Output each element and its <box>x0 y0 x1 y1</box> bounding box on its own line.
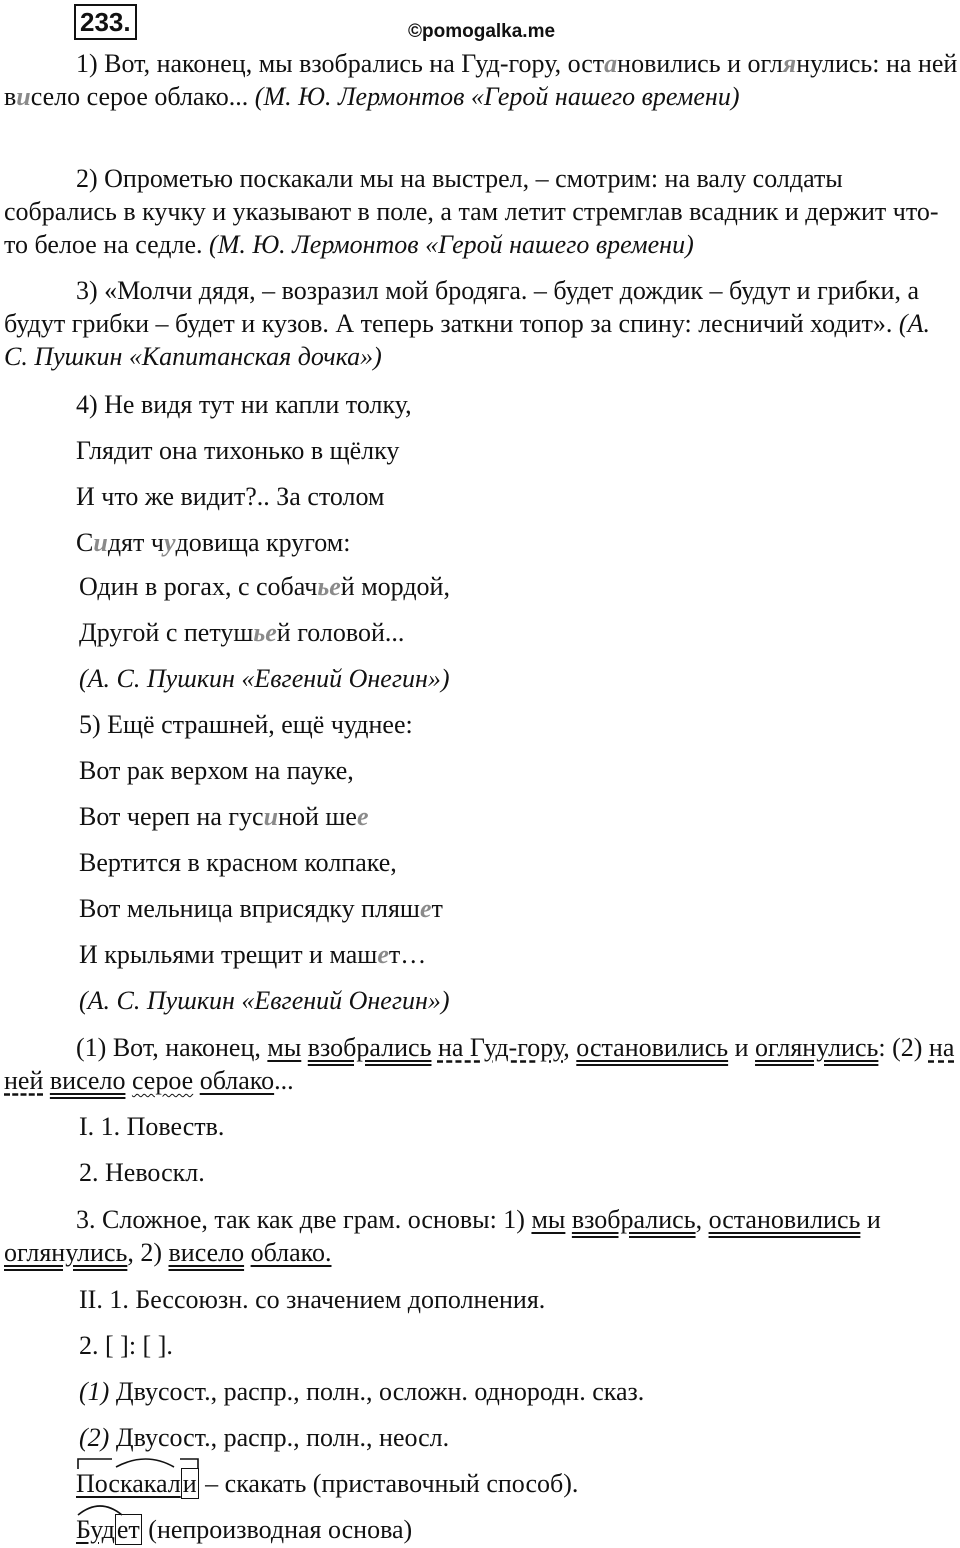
poem5-line-6 <box>79 938 426 971</box>
morph-line-budet <box>76 1513 412 1546</box>
morph-line-poskakali <box>76 1467 578 1500</box>
subject-oblako: облако <box>199 1066 275 1095</box>
poem5-source: (А. С. Пушкин «Евгений Онегин») <box>79 986 450 1015</box>
ending-i: и <box>182 1469 197 1498</box>
an-text-0: (1) Вот, наконец, <box>76 1033 268 1062</box>
sentence-2 <box>4 162 958 261</box>
exercise-number: 233. <box>74 4 137 40</box>
p4l5-highlight: ье <box>317 572 341 601</box>
adverbial-na-gud-goru: на Гуд-гору <box>437 1033 564 1062</box>
p5l3-b: ной ше <box>278 802 357 831</box>
iii1-text: Двусост., распр., полн., осложн. однородн. сказ. <box>109 1377 645 1406</box>
s1-highlight-3: и <box>16 82 31 111</box>
analysis-i-2: 2. Невоскл. <box>79 1158 205 1187</box>
stem-bud: Буд <box>76 1515 115 1544</box>
iii1-number: (1) <box>79 1377 110 1406</box>
i3-text-0: 3. Сложное, так как две грам. основы: 1) <box>76 1205 532 1234</box>
p4l4-highlight-2: у <box>163 528 176 557</box>
p4l6-a: Другой с петуш <box>79 618 254 647</box>
adverbial-na-ney: на ней <box>4 1033 955 1095</box>
p5l6-highlight: е <box>377 940 389 969</box>
stem-poskakal: Поскакал <box>76 1469 181 1498</box>
p4l5-a: Один в рогах, с собач <box>79 572 318 601</box>
poem5-line-2: Вот рак верхом на пауке, <box>79 756 354 785</box>
s1-text-d: село серое облако... <box>30 82 255 111</box>
prefix-root-marks <box>76 1453 226 1473</box>
s3-text: 3) «Молчи дядя, – возразил мой бродяга. – будет дождик – будут и грибки, а будут грибки – будет и кузов. А теперь заткни топор за спину: лесничий ходит». <box>4 276 919 338</box>
an-sp-3: , <box>563 1033 577 1062</box>
analysis-i-1: I. 1. Повеств. <box>79 1112 225 1141</box>
poem4-line-3: И что же видит?.. За столом <box>76 482 385 511</box>
morph-poskakali-explanation: – скакать (приставочный способ). <box>198 1469 579 1498</box>
watermark: ©pomogalka.me <box>408 21 556 42</box>
analysis-i-3 <box>4 1203 958 1269</box>
s1-highlight-2: я <box>782 49 797 78</box>
sentence-1 <box>4 47 958 113</box>
p5l5-a: Вот мельница вприсядку пляш <box>79 894 420 923</box>
analysis-ii-1: II. 1. Бессоюзн. со значением дополнения. <box>79 1285 546 1314</box>
p4l4-highlight-1: и <box>93 528 108 557</box>
p5l6-a: И крыльями трещит и маш <box>79 940 378 969</box>
i3-predicate-ostanovilis: остановились <box>708 1205 861 1234</box>
morph-word-budet <box>76 1513 142 1546</box>
s1-highlight-1: а <box>604 49 618 78</box>
attribute-seroe: серое <box>131 1066 194 1095</box>
s1-source: (М. Ю. Лермонтов «Герой нашего времени) <box>254 82 740 111</box>
analysis-sentence <box>4 1031 958 1097</box>
p4l4-c: довища кругом: <box>175 528 351 557</box>
analysis-iii-2 <box>79 1421 449 1454</box>
an-sp-5: : (2) <box>878 1033 929 1062</box>
p5l6-b: т… <box>388 940 427 969</box>
s2-text: 2) Опрометью поскакали мы на выстрел, – смотрим: на валу солдаты собрались в кучку и указывают в поле, а там летит стремглав всадник и держит что-то белое на седле. <box>4 164 939 259</box>
poem4-line-1: 4) Не видя тут ни капли толку, <box>76 390 412 419</box>
p4l4-a: С <box>76 528 94 557</box>
predicate-oglyanulis: оглянулись <box>755 1033 879 1062</box>
an-sp-9: ... <box>274 1066 294 1095</box>
predicate-ostanovilis: остановились <box>576 1033 729 1062</box>
p5l5-b: т <box>431 894 443 923</box>
s3-source: (А. С. Пушкин «Капитанская дочка») <box>4 309 930 371</box>
poem5-line-4: Вертится в красном колпаке, <box>79 848 397 877</box>
morph-word-poskakali <box>76 1467 199 1500</box>
i3-subject-my: мы <box>531 1205 566 1234</box>
iii2-text: Двусост., распр., полн., неосл. <box>109 1423 450 1452</box>
i3-subject-oblako: облако. <box>250 1238 332 1267</box>
p5l3-highlight-2: е <box>356 802 369 831</box>
poem4-line-4 <box>76 526 350 559</box>
p4l5-b: й мордой, <box>340 572 450 601</box>
s1-text-a: 1) Вот, наконец, мы взобрались на Гуд-гору, ост <box>76 49 605 78</box>
p4l4-b: дят ч <box>107 528 164 557</box>
poem4-line-5 <box>79 570 450 603</box>
s2-source: (М. Ю. Лермонтов «Герой нашего времени) <box>209 230 694 259</box>
poem5-line-5 <box>79 892 443 925</box>
i3-predicate-oglyanulis: оглянулись <box>4 1238 128 1267</box>
analysis-iii-1 <box>79 1375 644 1408</box>
poem4-line-6 <box>79 616 404 649</box>
i3-sp-2: , <box>695 1205 709 1234</box>
iii2-number: (2) <box>79 1423 110 1452</box>
root-arc-mark <box>76 1499 136 1519</box>
i3-sp-4: , 2) <box>127 1238 169 1267</box>
s1-text-c: нулись: на ней в <box>4 49 958 111</box>
an-sp-4: и <box>728 1033 756 1062</box>
i3-predicate-viselo: висело <box>168 1238 245 1267</box>
ending-et: ет <box>116 1515 140 1544</box>
p4l6-b: й головой... <box>276 618 405 647</box>
s1-text-b: новились и огл <box>617 49 783 78</box>
poem4-line-2: Глядит она тихонько в щёлку <box>76 436 400 465</box>
p5l5-highlight: е <box>419 894 432 923</box>
p5l3-highlight-1: и <box>263 802 279 831</box>
i3-sp-3: и <box>860 1205 881 1234</box>
poem5-line-3 <box>79 800 369 833</box>
i3-predicate-vzobralis: взобрались <box>571 1205 696 1234</box>
p4l6-highlight: ье <box>253 618 277 647</box>
poem5-line-1: 5) Ещё страшней, ещё чуднее: <box>79 710 413 739</box>
analysis-ii-2: 2. [ ]: [ ]. <box>79 1331 173 1360</box>
morph-budet-explanation: (непроизводная основа) <box>141 1515 413 1544</box>
sentence-3 <box>4 274 958 373</box>
predicate-vzobralis: взобрались <box>307 1033 432 1062</box>
p5l3-a: Вот череп на гус <box>79 802 264 831</box>
subject-my: мы <box>267 1033 302 1062</box>
poem4-source: (А. С. Пушкин «Евгений Онегин») <box>79 664 450 693</box>
predicate-viselo: висело <box>49 1066 126 1095</box>
